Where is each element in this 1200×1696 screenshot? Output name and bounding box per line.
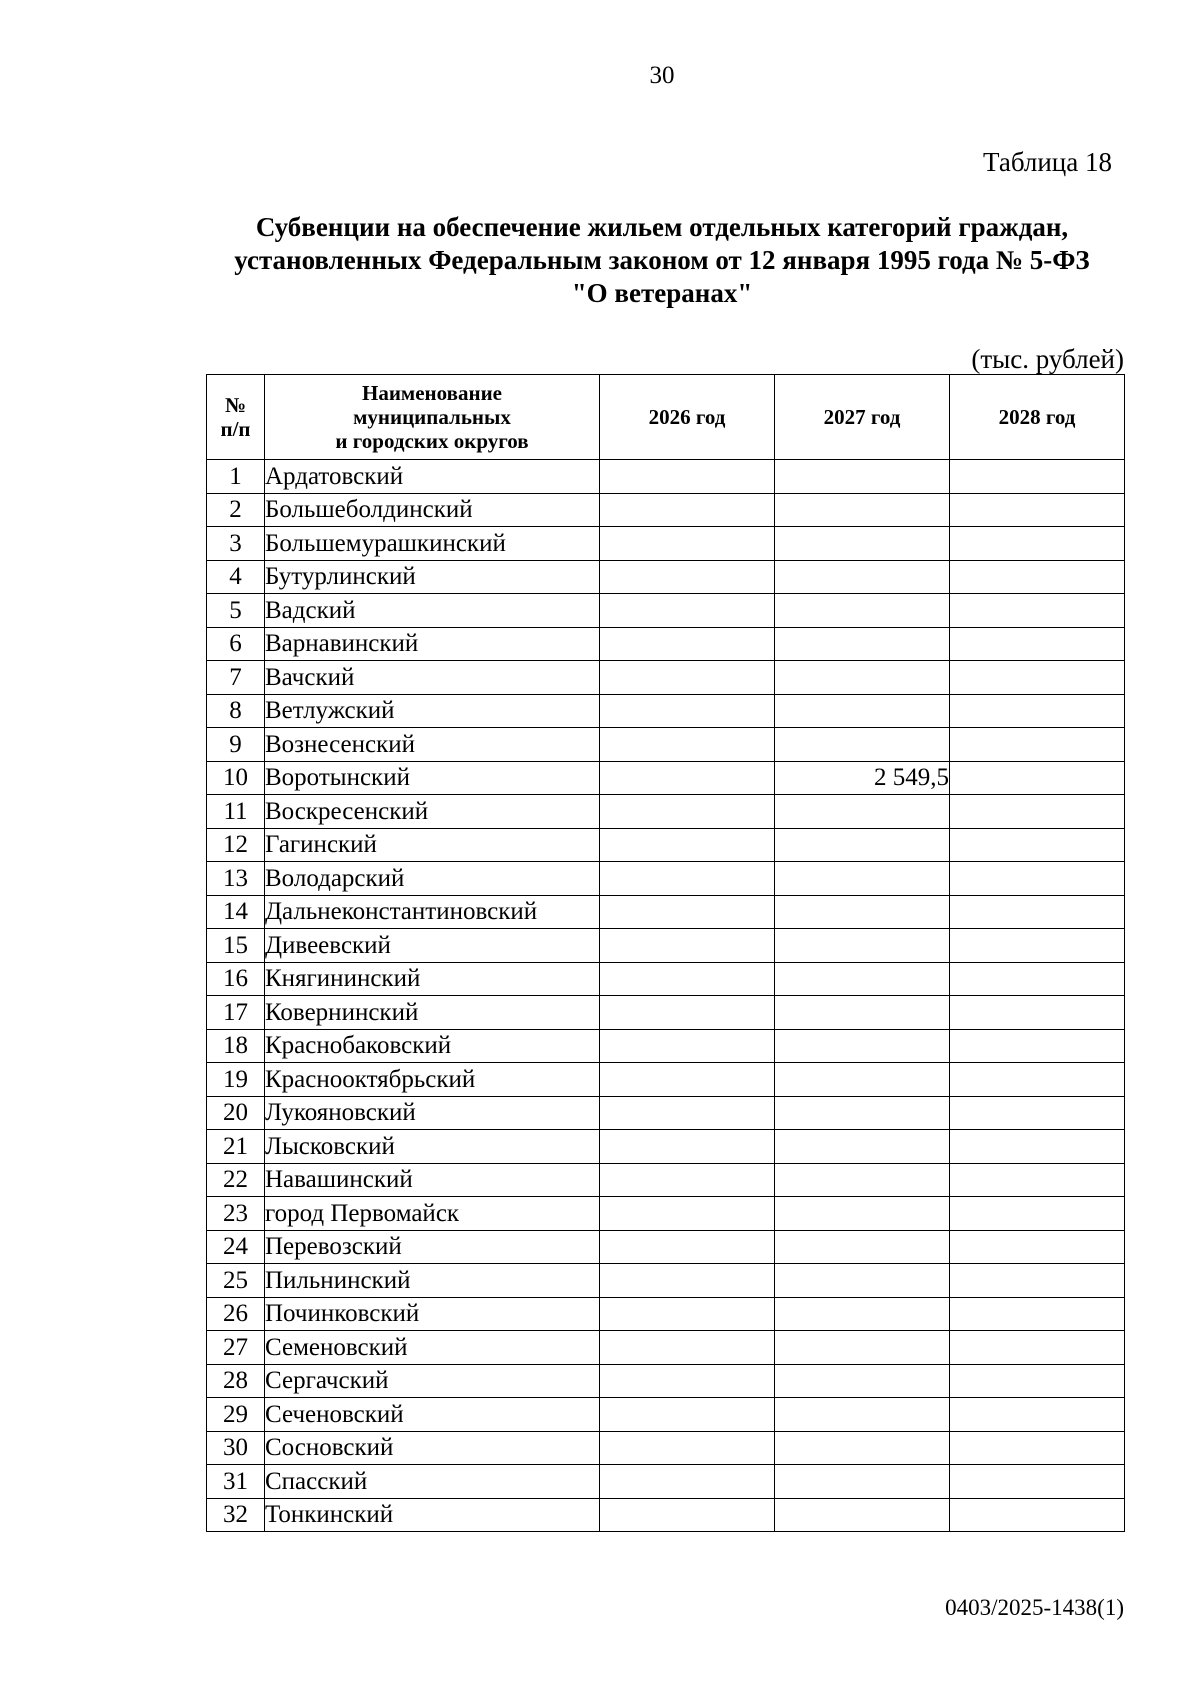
municipality-name: Бутурлинский <box>265 560 600 594</box>
municipality-name: Семеновский <box>265 1331 600 1365</box>
row-number: 5 <box>207 594 265 628</box>
document-title <box>150 211 1174 310</box>
value-2026 <box>600 929 775 963</box>
row-number: 21 <box>207 1130 265 1164</box>
table-row <box>207 728 1125 762</box>
value-2028 <box>950 728 1125 762</box>
value-2027 <box>775 1297 950 1331</box>
title-line-1: Субвенции на обеспечение жильем отдельных категорий граждан, <box>255 212 1069 242</box>
value-2027 <box>775 661 950 695</box>
row-number: 8 <box>207 694 265 728</box>
table-row <box>207 1431 1125 1465</box>
value-2026 <box>600 1096 775 1130</box>
value-2026 <box>600 1465 775 1499</box>
row-number: 16 <box>207 962 265 996</box>
table-row <box>207 661 1125 695</box>
row-number: 17 <box>207 996 265 1030</box>
table-row <box>207 1398 1125 1432</box>
header-number <box>207 375 265 460</box>
municipality-name: Дальнеконстантиновский <box>265 895 600 929</box>
municipality-name: Большемурашкинский <box>265 527 600 561</box>
municipality-name: Ветлужский <box>265 694 600 728</box>
table-row <box>207 1465 1125 1499</box>
municipality-name: Навашинский <box>265 1163 600 1197</box>
table-row <box>207 493 1125 527</box>
value-2028 <box>950 493 1125 527</box>
value-2028 <box>950 1096 1125 1130</box>
value-2028 <box>950 761 1125 795</box>
table-row <box>207 862 1125 896</box>
value-2028 <box>950 627 1125 661</box>
table-row <box>207 1364 1125 1398</box>
row-number: 31 <box>207 1465 265 1499</box>
value-2026 <box>600 1364 775 1398</box>
value-2026 <box>600 627 775 661</box>
row-number: 19 <box>207 1063 265 1097</box>
value-2028 <box>950 1364 1125 1398</box>
subsidies-table <box>206 374 1125 1532</box>
row-number: 28 <box>207 1364 265 1398</box>
row-number: 12 <box>207 828 265 862</box>
table-row <box>207 929 1125 963</box>
row-number: 11 <box>207 795 265 829</box>
value-2028 <box>950 828 1125 862</box>
value-2027 <box>775 862 950 896</box>
value-2027 <box>775 962 950 996</box>
table-row <box>207 1230 1125 1264</box>
value-2027 <box>775 1197 950 1231</box>
value-2027 <box>775 1465 950 1499</box>
value-2026 <box>600 1029 775 1063</box>
value-2028 <box>950 1264 1125 1298</box>
row-number: 10 <box>207 761 265 795</box>
table-row <box>207 1197 1125 1231</box>
value-2028 <box>950 1197 1125 1231</box>
value-2027 <box>775 527 950 561</box>
municipality-name: Вачский <box>265 661 600 695</box>
value-2027 <box>775 1398 950 1432</box>
row-number: 3 <box>207 527 265 561</box>
header-name <box>265 375 600 460</box>
value-2027 <box>775 1498 950 1532</box>
table-row <box>207 795 1125 829</box>
row-number: 27 <box>207 1331 265 1365</box>
row-number: 6 <box>207 627 265 661</box>
table-row <box>207 1498 1125 1532</box>
value-2026 <box>600 460 775 494</box>
value-2028 <box>950 996 1125 1030</box>
municipality-name: город Первомайск <box>265 1197 600 1231</box>
value-2028 <box>950 1398 1125 1432</box>
value-2028 <box>950 560 1125 594</box>
value-2028 <box>950 795 1125 829</box>
title-line-2: установленных Федеральным законом от 12 января 1995 года № 5-ФЗ <box>234 245 1090 275</box>
value-2028 <box>950 1230 1125 1264</box>
value-2026 <box>600 895 775 929</box>
table-row <box>207 761 1125 795</box>
value-2026 <box>600 1297 775 1331</box>
header-number-symbol: № <box>224 393 247 417</box>
value-2026 <box>600 962 775 996</box>
table-row <box>207 1163 1125 1197</box>
value-2026 <box>600 828 775 862</box>
value-2026 <box>600 1163 775 1197</box>
value-2028 <box>950 694 1125 728</box>
value-2026 <box>600 493 775 527</box>
municipality-name: Лукояновский <box>265 1096 600 1130</box>
value-2026 <box>600 1498 775 1532</box>
row-number: 2 <box>207 493 265 527</box>
table-row <box>207 694 1125 728</box>
header-2027: 2027 год <box>775 375 950 460</box>
value-2027 <box>775 1029 950 1063</box>
value-2026 <box>600 1063 775 1097</box>
value-2028 <box>950 929 1125 963</box>
row-number: 4 <box>207 560 265 594</box>
municipality-name: Лысковский <box>265 1130 600 1164</box>
row-number: 26 <box>207 1297 265 1331</box>
municipality-name: Дивеевский <box>265 929 600 963</box>
table-body <box>207 460 1125 1532</box>
table-row <box>207 828 1125 862</box>
table-row <box>207 460 1125 494</box>
value-2027 <box>775 1364 950 1398</box>
header-2028: 2028 год <box>950 375 1125 460</box>
value-2026 <box>600 694 775 728</box>
value-2027 <box>775 594 950 628</box>
value-2028 <box>950 862 1125 896</box>
municipality-name: Володарский <box>265 862 600 896</box>
header-name-line-2: муниципальных <box>353 405 511 429</box>
value-2026 <box>600 527 775 561</box>
value-2027 <box>775 895 950 929</box>
row-number: 29 <box>207 1398 265 1432</box>
value-2027 <box>775 1163 950 1197</box>
value-2027 <box>775 1331 950 1365</box>
table-row <box>207 627 1125 661</box>
row-number: 24 <box>207 1230 265 1264</box>
value-2027 <box>775 460 950 494</box>
value-2027 <box>775 694 950 728</box>
table-row <box>207 1130 1125 1164</box>
value-2027 <box>775 627 950 661</box>
value-2027 <box>775 828 950 862</box>
municipality-name: Ардатовский <box>265 460 600 494</box>
value-2026 <box>600 1398 775 1432</box>
municipality-name: Ковернинский <box>265 996 600 1030</box>
table-row <box>207 1297 1125 1331</box>
header-number-abbr: п/п <box>220 417 251 441</box>
value-2026 <box>600 728 775 762</box>
value-2028 <box>950 1163 1125 1197</box>
value-2028 <box>950 1130 1125 1164</box>
value-2028 <box>950 1465 1125 1499</box>
units-label: (тыс. рублей) <box>971 344 1124 374</box>
row-number: 9 <box>207 728 265 762</box>
page-number: 30 <box>649 62 675 89</box>
value-2027 <box>775 1063 950 1097</box>
table-row <box>207 1063 1125 1097</box>
value-2026 <box>600 560 775 594</box>
table-header-row <box>207 375 1125 460</box>
row-number: 25 <box>207 1264 265 1298</box>
document-code: 0403/2025-1438(1) <box>945 1595 1124 1620</box>
table-label: Таблица 18 <box>983 147 1112 177</box>
table-row <box>207 594 1125 628</box>
municipality-name: Воскресенский <box>265 795 600 829</box>
value-2028 <box>950 1029 1125 1063</box>
value-2028 <box>950 1431 1125 1465</box>
value-2027 <box>775 795 950 829</box>
row-number: 15 <box>207 929 265 963</box>
table-row <box>207 560 1125 594</box>
municipality-name: Большеболдинский <box>265 493 600 527</box>
value-2026 <box>600 1431 775 1465</box>
value-2027 <box>775 996 950 1030</box>
value-2026 <box>600 1264 775 1298</box>
header-name-line-3: и городских округов <box>335 429 529 453</box>
value-2028 <box>950 962 1125 996</box>
value-2026 <box>600 1230 775 1264</box>
municipality-name: Княгининский <box>265 962 600 996</box>
value-2028 <box>950 895 1125 929</box>
value-2027 <box>775 493 950 527</box>
municipality-name: Краснооктябрьский <box>265 1063 600 1097</box>
municipality-name: Тонкинский <box>265 1498 600 1532</box>
value-2028 <box>950 1331 1125 1365</box>
table-row <box>207 1264 1125 1298</box>
municipality-name: Починковский <box>265 1297 600 1331</box>
municipality-name: Гагинский <box>265 828 600 862</box>
municipality-name: Пильнинский <box>265 1264 600 1298</box>
value-2027 <box>775 1096 950 1130</box>
value-2027 <box>775 728 950 762</box>
table-row <box>207 996 1125 1030</box>
municipality-name: Воротынский <box>265 761 600 795</box>
value-2028 <box>950 1498 1125 1532</box>
title-line-3: "О ветеранах" <box>571 278 753 308</box>
row-number: 14 <box>207 895 265 929</box>
value-2028 <box>950 594 1125 628</box>
row-number: 13 <box>207 862 265 896</box>
municipality-name: Перевозский <box>265 1230 600 1264</box>
value-2027 <box>775 1431 950 1465</box>
value-2026 <box>600 862 775 896</box>
value-2027 <box>775 1130 950 1164</box>
table-row <box>207 895 1125 929</box>
row-number: 32 <box>207 1498 265 1532</box>
municipality-name: Спасский <box>265 1465 600 1499</box>
value-2028 <box>950 1063 1125 1097</box>
value-2026 <box>600 1197 775 1231</box>
value-2027 <box>775 1230 950 1264</box>
row-number: 7 <box>207 661 265 695</box>
value-2028 <box>950 460 1125 494</box>
value-2026 <box>600 761 775 795</box>
value-2026 <box>600 996 775 1030</box>
table-row <box>207 1029 1125 1063</box>
value-2026 <box>600 1331 775 1365</box>
value-2026 <box>600 594 775 628</box>
row-number: 23 <box>207 1197 265 1231</box>
value-2027 <box>775 929 950 963</box>
row-number: 22 <box>207 1163 265 1197</box>
value-2027: 2 549,5 <box>775 761 950 795</box>
municipality-name: Сеченовский <box>265 1398 600 1432</box>
value-2027 <box>775 560 950 594</box>
value-2028 <box>950 1297 1125 1331</box>
header-name-line-1: Наименование <box>362 381 502 405</box>
table-row <box>207 1331 1125 1365</box>
value-2026 <box>600 795 775 829</box>
row-number: 30 <box>207 1431 265 1465</box>
value-2028 <box>950 661 1125 695</box>
value-2026 <box>600 661 775 695</box>
table-row <box>207 527 1125 561</box>
municipality-name: Вадский <box>265 594 600 628</box>
value-2026 <box>600 1130 775 1164</box>
row-number: 1 <box>207 460 265 494</box>
value-2028 <box>950 527 1125 561</box>
table-row <box>207 962 1125 996</box>
header-2026: 2026 год <box>600 375 775 460</box>
row-number: 20 <box>207 1096 265 1130</box>
row-number: 18 <box>207 1029 265 1063</box>
municipality-name: Сергачский <box>265 1364 600 1398</box>
table-row <box>207 1096 1125 1130</box>
value-2027 <box>775 1264 950 1298</box>
municipality-name: Краснобаковский <box>265 1029 600 1063</box>
municipality-name: Сосновский <box>265 1431 600 1465</box>
municipality-name: Вознесенский <box>265 728 600 762</box>
municipality-name: Варнавинский <box>265 627 600 661</box>
